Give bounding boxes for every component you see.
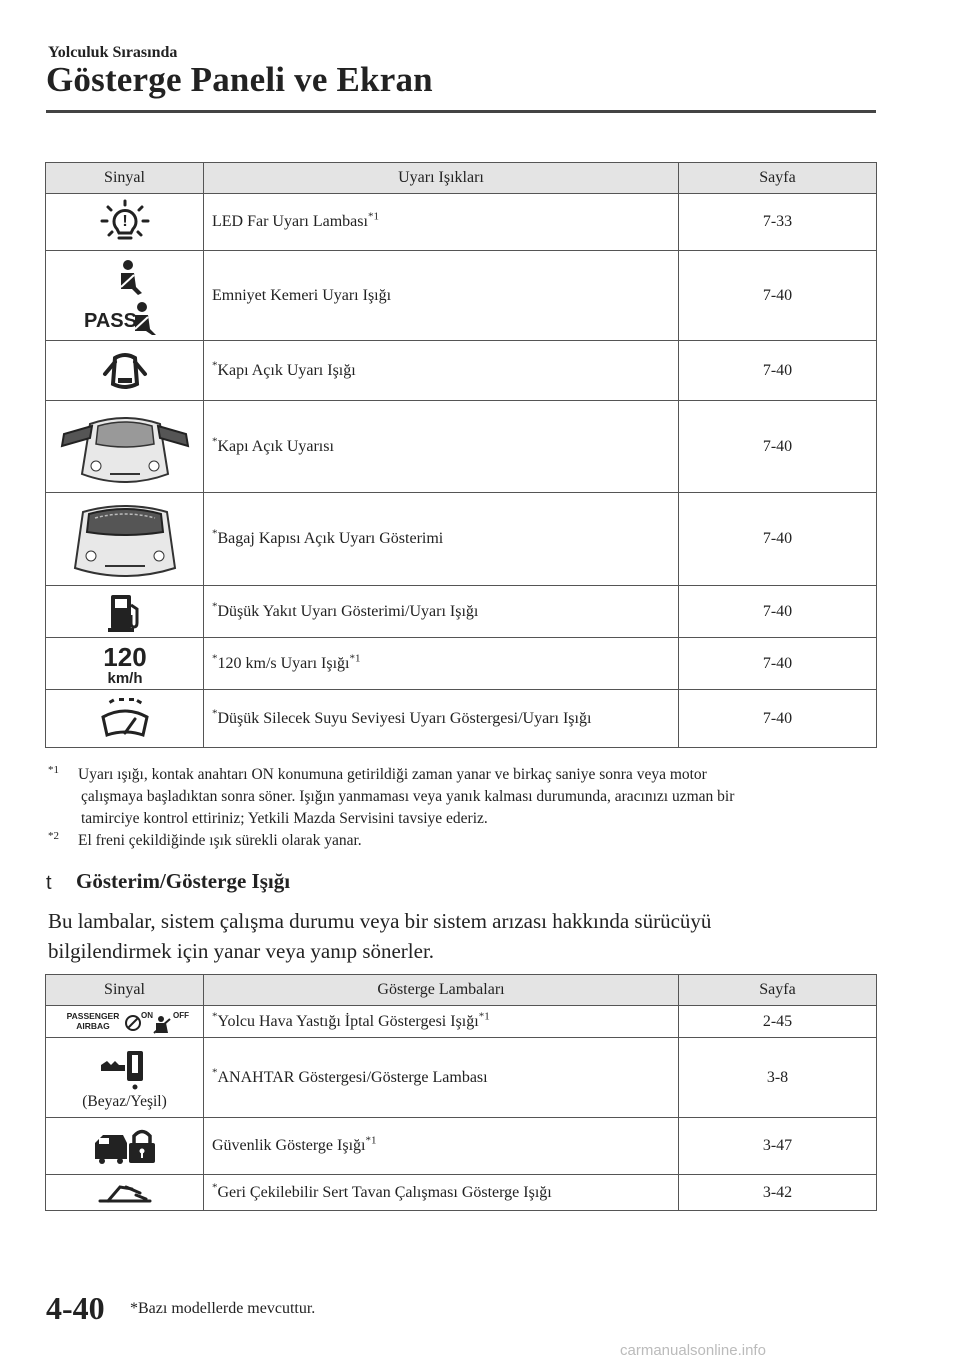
availability-note: *Bazı modellerde mevcuttur.	[130, 1300, 316, 1317]
description-cell: *Düşük Yakıt Uyarı Gösterimi/Uyarı Işığı	[204, 586, 679, 638]
security-indicator-icon	[93, 1127, 157, 1165]
table-row	[46, 341, 877, 401]
door-ajar-warning-icon	[99, 348, 151, 394]
signal-cell	[46, 690, 204, 748]
page-number: 4-40	[46, 1290, 105, 1326]
page-cell: 7-40	[679, 493, 877, 586]
car-doors-open-display-icon	[60, 404, 190, 490]
retractable-hardtop-icon	[96, 1181, 154, 1205]
section-paragraph: Bu lambalar, sistem çalışma durumu veya bir sistem arızası hakkında sürücüyü bilgilendirmek için yanar veya yanıp sönerler.	[48, 909, 712, 963]
car-trunk-open-display-icon	[65, 496, 185, 582]
page-title: Gösterge Paneli ve Ekran	[46, 60, 433, 99]
signal-cell	[46, 1006, 204, 1038]
description-cell: *Yolcu Hava Yastığı İptal Göstergesi Işığı$^{*1}$	[204, 1006, 679, 1038]
signal-cell	[46, 1038, 204, 1118]
svg-text:PASS: PASS	[83, 309, 137, 332]
svg-text:AIRBAG: AIRBAG	[75, 1020, 110, 1031]
description-cell: Emniyet Kemeri Uyarı Işığı	[204, 251, 679, 341]
signal-cell	[46, 1118, 204, 1175]
column-header: Uyarı Işıkları	[204, 163, 679, 194]
signal-cell	[46, 1175, 204, 1211]
column-header: Sayfa	[679, 975, 877, 1006]
table-header-row	[46, 975, 877, 1006]
table-row	[46, 194, 877, 251]
signal-cell	[46, 194, 204, 251]
led-headlight-warning-icon	[100, 199, 150, 245]
low-fuel-icon	[105, 591, 145, 633]
signal-cell	[46, 341, 204, 401]
table-row	[46, 1038, 877, 1118]
description-cell: *Kapı Açık Uyarısı	[204, 401, 679, 493]
svg-text:ON: ON	[140, 1010, 153, 1020]
header-divider	[46, 110, 876, 113]
page-cell: 7-40	[679, 638, 877, 690]
page-cell: 7-40	[679, 586, 877, 638]
description-cell: LED Far Uyarı Lambası$^{*1}$	[204, 194, 679, 251]
page-cell: 3-8	[679, 1038, 877, 1118]
page-cell: 7-40	[679, 401, 877, 493]
page-cell: 3-42	[679, 1175, 877, 1211]
description-cell: Güvenlik Gösterge Işığı$^{*1}$	[204, 1118, 679, 1175]
indicator-lights-table	[45, 974, 877, 1211]
warning-lights-table	[45, 162, 877, 748]
table-row	[46, 586, 877, 638]
section-marker: t	[46, 872, 52, 894]
table-row	[46, 1006, 877, 1038]
watermark: carmanualsonline.info	[620, 1342, 766, 1359]
signal-cell	[46, 251, 204, 341]
section-header: Yolculuk Sırasında	[48, 44, 178, 61]
description-cell: *Geri Çekilebilir Sert Tavan Çalışması Gösterge Işığı	[204, 1175, 679, 1211]
column-header: Sinyal	[46, 975, 204, 1006]
page-cell: 7-40	[679, 251, 877, 341]
signal-cell	[46, 586, 204, 638]
column-header: Gösterge Lambaları	[204, 975, 679, 1006]
table-row	[46, 1118, 877, 1175]
description-cell: *Düşük Silecek Suyu Seviyesi Uyarı Göstergesi/Uyarı Işığı	[204, 690, 679, 748]
footnote-2: $^{*2}$ El freni çekildiğinde ışık sürekli olarak yanar.	[48, 829, 362, 849]
table-row	[46, 401, 877, 493]
key-indicator-icon	[97, 1045, 153, 1089]
page-cell: 3-47	[679, 1118, 877, 1175]
svg-text:OFF: OFF	[172, 1010, 189, 1020]
table-row	[46, 690, 877, 748]
page-cell: 7-33	[679, 194, 877, 251]
description-cell: *120 km/s Uyarı Işığı$^{*1}$	[204, 638, 679, 690]
page-cell: 2-45	[679, 1006, 877, 1038]
signal-cell	[46, 401, 204, 493]
table-row	[46, 1175, 877, 1211]
svg-text:!: !	[121, 213, 128, 230]
seat-belt-warning-icon	[80, 257, 170, 335]
table-row	[46, 493, 877, 586]
icon-caption: (Beyaz/Yeşil)	[82, 1092, 167, 1110]
speed-120-warning-icon	[95, 642, 155, 686]
column-header: Sinyal	[46, 163, 204, 194]
signal-cell	[46, 638, 204, 690]
svg-text:PASSENGER: PASSENGER	[66, 1010, 119, 1021]
page-cell: 7-40	[679, 690, 877, 748]
passenger-airbag-off-icon	[65, 1009, 189, 1035]
svg-text:km/h: km/h	[106, 669, 143, 687]
description-cell: *Kapı Açık Uyarı Işığı	[204, 341, 679, 401]
svg-text:120: 120	[102, 641, 147, 672]
table-row	[46, 251, 877, 341]
section-title: Gösterim/Gösterge Işığı	[76, 869, 291, 893]
page-cell: 7-40	[679, 341, 877, 401]
description-cell: *ANAHTAR Göstergesi/Gösterge Lambası	[204, 1038, 679, 1118]
low-washer-fluid-icon	[99, 697, 151, 741]
column-header: Sayfa	[679, 163, 877, 194]
footnote-1: $^{*1}$ Uyarı ışığı, kontak anahtarı ON konumuna getirildiği zaman yanar ve birkaç saniye sonra veya motor çalışmaya başladıktan sonra söner. Işığın yanmaması veya yanık kalması durumunda, aracınızı uzman bir tamirciye kontrol ettiriniz; Yetkili Mazda Servisini tavsiye ederiz.	[48, 763, 735, 827]
signal-cell	[46, 493, 204, 586]
table-row	[46, 638, 877, 690]
description-cell: *Bagaj Kapısı Açık Uyarı Gösterimi	[204, 493, 679, 586]
table-header-row	[46, 163, 877, 194]
